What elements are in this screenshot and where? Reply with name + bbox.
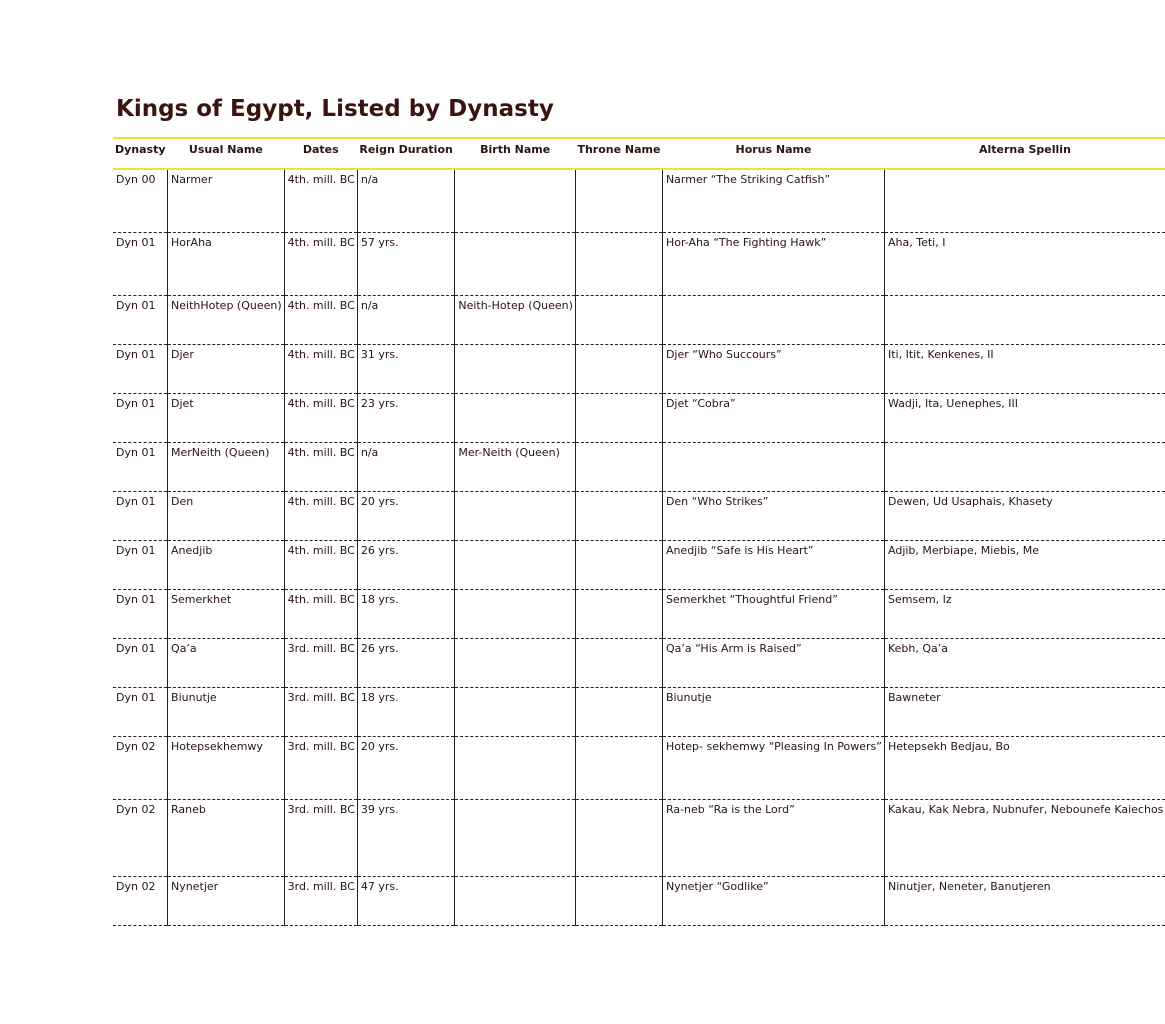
alternate-spelling-cell: Ninutjer, Neneter, Banutjeren (885, 876, 1165, 925)
table-row (113, 876, 1165, 925)
alternate-spelling-cell: Adjib, Merbiape, Miebis, Me (885, 540, 1165, 589)
usual-name-cell: Djet (168, 393, 285, 442)
horus-name-cell: Hor-Aha “The Fighting Hawk” (662, 232, 884, 295)
usual-name-cell: MerNeith (Queen) (168, 442, 285, 491)
dates-cell: 3rd. mill. BC (284, 687, 357, 736)
dates-cell: 3rd. mill. BC (284, 638, 357, 687)
table-row (113, 232, 1165, 295)
reign-cell: 31 yrs. (357, 344, 454, 393)
header-throne-name: Throne Name (577, 143, 661, 156)
dynasty-cell: Dyn 02 (116, 879, 156, 893)
table-row (113, 540, 1165, 589)
alternate-spelling-cell: Bawneter (885, 687, 1165, 736)
birth-name-cell (455, 169, 576, 232)
dates-cell: 3rd. mill. BC (284, 736, 357, 799)
reign-cell: 20 yrs. (357, 736, 454, 799)
dynasty-cell: Dyn 01 (116, 396, 156, 410)
horus-name-cell: Djet “Cobra” (662, 393, 884, 442)
birth-name-cell (455, 232, 576, 295)
reign-cell: n/a (357, 169, 454, 232)
table-row (113, 169, 1165, 232)
horus-name-cell: Hotep- sekhemwy “Pleasing In Powers” (662, 736, 884, 799)
dates-cell: 4th. mill. BC (284, 540, 357, 589)
dynasty-cell: Dyn 01 (116, 494, 156, 508)
alternate-spelling-cell: Kebh, Qa’a (885, 638, 1165, 687)
table-row (113, 491, 1165, 540)
reign-cell: 26 yrs. (357, 540, 454, 589)
table-header-row (113, 138, 1165, 169)
dynasty-cell: Dyn 01 (116, 592, 156, 606)
alternate-spelling-cell (885, 169, 1165, 232)
usual-name-cell: HorAha (168, 232, 285, 295)
alternate-spelling-cell: Kakau, Kak Nebra, Nubnufer, Nebounefe Kaiechos (885, 799, 1165, 876)
reign-cell: 20 yrs. (357, 491, 454, 540)
throne-name-cell (575, 442, 662, 491)
throne-name-cell (575, 540, 662, 589)
table-row (113, 295, 1165, 344)
birth-name-cell (455, 589, 576, 638)
usual-name-cell: Nynetjer (168, 876, 285, 925)
throne-name-cell (575, 232, 662, 295)
dates-cell: 4th. mill. BC (284, 295, 357, 344)
dynasty-cell: Dyn 01 (116, 641, 156, 655)
birth-name-cell (455, 344, 576, 393)
table-row (113, 799, 1165, 876)
horus-name-cell: Djer “Who Succours” (662, 344, 884, 393)
birth-name-cell (455, 799, 576, 876)
reign-cell: 39 yrs. (357, 799, 454, 876)
table-row (113, 736, 1165, 799)
dynasty-cell: Dyn 01 (116, 347, 156, 361)
birth-name-cell: Neith-Hotep (Queen) (455, 295, 576, 344)
usual-name-cell: NeithHotep (Queen) (168, 295, 285, 344)
reign-cell: n/a (357, 442, 454, 491)
usual-name-cell: Semerkhet (168, 589, 285, 638)
alternate-spelling-cell: Aha, Teti, I (885, 232, 1165, 295)
dynasty-cell: Dyn 01 (116, 298, 156, 312)
throne-name-cell (575, 736, 662, 799)
reign-cell: 57 yrs. (357, 232, 454, 295)
dynasty-cell: Dyn 02 (116, 739, 156, 753)
throne-name-cell (575, 589, 662, 638)
birth-name-cell (455, 540, 576, 589)
header-horus-name: Horus Name (735, 143, 812, 156)
dates-cell: 4th. mill. BC (284, 491, 357, 540)
dates-cell: 4th. mill. BC (284, 169, 357, 232)
birth-name-cell (455, 687, 576, 736)
horus-name-cell: Ra-neb “Ra is the Lord” (662, 799, 884, 876)
reign-cell: n/a (357, 295, 454, 344)
birth-name-cell (455, 393, 576, 442)
dates-cell: 3rd. mill. BC (284, 799, 357, 876)
horus-name-cell: Qa’a “His Arm is Raised” (662, 638, 884, 687)
throne-name-cell (575, 295, 662, 344)
reign-cell: 47 yrs. (357, 876, 454, 925)
header-reign-duration: Reign Duration (359, 143, 453, 156)
alternate-spelling-cell: Wadji, Ita, Uenephes, III (885, 393, 1165, 442)
alternate-spelling-cell: Hetepsekh Bedjau, Bo (885, 736, 1165, 799)
table-row (113, 687, 1165, 736)
dynasty-cell: Dyn 02 (116, 802, 156, 816)
reign-cell: 26 yrs. (357, 638, 454, 687)
reign-cell: 23 yrs. (357, 393, 454, 442)
horus-name-cell: Den “Who Strikes” (662, 491, 884, 540)
dates-cell: 4th. mill. BC (284, 344, 357, 393)
header-dynasty: Dynasty (115, 143, 166, 156)
usual-name-cell: Den (168, 491, 285, 540)
header-alternate-spelling: Alterna Spellin (979, 143, 1071, 156)
birth-name-cell (455, 638, 576, 687)
throne-name-cell (575, 687, 662, 736)
dynasty-cell: Dyn 01 (116, 690, 156, 704)
page-title: Kings of Egypt, Listed by Dynasty (116, 96, 554, 122)
table-row (113, 393, 1165, 442)
usual-name-cell: Qa’a (168, 638, 285, 687)
horus-name-cell (662, 442, 884, 491)
alternate-spelling-cell: Iti, Itit, Kenkenes, II (885, 344, 1165, 393)
birth-name-cell (455, 491, 576, 540)
throne-name-cell (575, 638, 662, 687)
dates-cell: 4th. mill. BC (284, 442, 357, 491)
dates-cell: 4th. mill. BC (284, 589, 357, 638)
throne-name-cell (575, 799, 662, 876)
alternate-spelling-cell: Semsem, Iz (885, 589, 1165, 638)
birth-name-cell: Mer-Neith (Queen) (455, 442, 576, 491)
alternate-spelling-cell (885, 442, 1165, 491)
usual-name-cell: Narmer (168, 169, 285, 232)
horus-name-cell: Anedjib “Safe is His Heart” (662, 540, 884, 589)
horus-name-cell: Nynetjer “Godlike” (662, 876, 884, 925)
alternate-spelling-cell (885, 295, 1165, 344)
usual-name-cell: Raneb (168, 799, 285, 876)
dates-cell: 3rd. mill. BC (284, 876, 357, 925)
alternate-spelling-cell: Dewen, Ud Usaphais, Khasety (885, 491, 1165, 540)
table-row (113, 589, 1165, 638)
dates-cell: 4th. mill. BC (284, 393, 357, 442)
usual-name-cell: Djer (168, 344, 285, 393)
table-row (113, 344, 1165, 393)
horus-name-cell: Biunutje (662, 687, 884, 736)
reign-cell: 18 yrs. (357, 687, 454, 736)
throne-name-cell (575, 876, 662, 925)
horus-name-cell: Narmer “The Striking Catfish” (662, 169, 884, 232)
dates-cell: 4th. mill. BC (284, 232, 357, 295)
table-row (113, 442, 1165, 491)
horus-name-cell: Semerkhet “Thoughtful Friend” (662, 589, 884, 638)
table-body (113, 169, 1165, 925)
kings-table (113, 137, 1165, 926)
throne-name-cell (575, 393, 662, 442)
birth-name-cell (455, 876, 576, 925)
throne-name-cell (575, 344, 662, 393)
birth-name-cell (455, 736, 576, 799)
header-dates: Dates (302, 143, 339, 156)
dynasty-cell: Dyn 01 (116, 543, 156, 557)
dynasty-cell: Dyn 01 (116, 445, 156, 459)
dynasty-cell: Dyn 00 (116, 173, 156, 186)
throne-name-cell (575, 169, 662, 232)
dynasty-cell: Dyn 01 (116, 235, 156, 249)
header-birth-name: Birth Name (480, 143, 551, 156)
usual-name-cell: Anedjib (168, 540, 285, 589)
reign-cell: 18 yrs. (357, 589, 454, 638)
horus-name-cell (662, 295, 884, 344)
throne-name-cell (575, 491, 662, 540)
header-usual-name: Usual Name (188, 143, 263, 156)
table-row (113, 638, 1165, 687)
usual-name-cell: Hotepsekhemwy (168, 736, 285, 799)
usual-name-cell: Biunutje (168, 687, 285, 736)
